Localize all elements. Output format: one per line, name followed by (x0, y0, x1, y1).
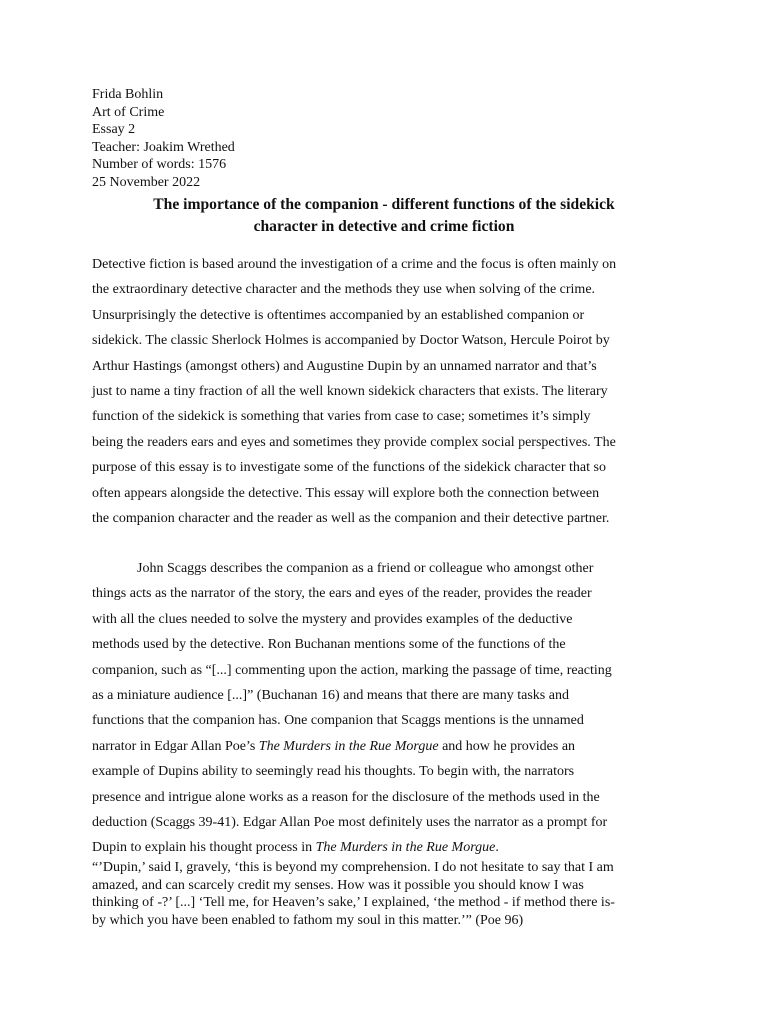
title-line-1: The importance of the companion - different functions of the sidekick (153, 196, 615, 213)
paragraph-line: just to name a tiny fraction of all the well known sidekick characters that exists. The literary (92, 384, 608, 400)
paragraph-1 (92, 252, 678, 531)
book-title: The Murders in the Rue Morgue (315, 840, 496, 856)
essay-date: 25 November 2022 (92, 174, 201, 190)
line-text: narrator in Edgar Allan Poe’s (92, 738, 259, 754)
book-title: The Murders in the Rue Morgue (258, 738, 439, 754)
paragraph-line: with all the clues needed to solve the mystery and provides examples of the deductive (92, 611, 573, 627)
paragraph-line: deduction (Scaggs 39-41). Edgar Allan Poe most definitely uses the narrator as a prompt for (92, 815, 608, 831)
block-quote (92, 859, 682, 929)
word-count: Number of words: 1576 (92, 157, 227, 173)
title-line-2: character in detective and crime fiction (253, 218, 515, 235)
paragraph-line: presence and intrigue alone works as a reason for the disclosure of the methods used in the (92, 789, 600, 805)
paragraph-line: companion, such as “[...] commenting upon the action, marking the passage of time, reacting (92, 662, 612, 678)
paragraph-line: Arthur Hastings (amongst others) and Augustine Dupin by an unnamed narrator and that’s (92, 358, 597, 374)
quote-line: thinking of -?’ [...] ‘Tell me, for Heaven’s sake,’ I explained, ‘the method - if method there is- (92, 895, 615, 911)
paragraph-line: things acts as the narrator of the story, the ears and eyes of the reader, provides the reader (92, 586, 592, 602)
paragraph-line: being the readers ears and eyes and sometimes they provide complex social perspectives. The (92, 434, 616, 450)
quote-line: “’Dupin,’ said I, gravely, ‘this is beyond my comprehension. I do not hesitate to say that I am (92, 860, 614, 875)
assignment-name: Essay 2 (92, 122, 136, 138)
paragraph-line: often appears alongside the detective. This essay will explore both the connection between (92, 485, 600, 501)
quote-line: amazed, and can scarcely credit my senses. How was it possible you should know I was (92, 877, 584, 893)
paragraph-line: methods used by the detective. Ron Buchanan mentions some of the functions of the (92, 637, 566, 653)
author-name: Frida Bohlin (92, 87, 164, 102)
teacher-name: Teacher: Joakim Wrethed (92, 139, 235, 155)
paragraph-line: Unsurprisingly the detective is oftentimes accompanied by an established companion or (92, 307, 585, 323)
line-text: and how he provides an (438, 738, 576, 754)
paragraph-line: functions that the companion has. One companion that Scaggs mentions is the unnamed (92, 713, 584, 729)
paragraph-line: the companion character and the reader as well as the companion and their detective partner. (92, 511, 610, 527)
paragraph-line: Detective fiction is based around the investigation of a crime and the focus is often mainly on (92, 257, 617, 272)
paragraph-line: function of the sidekick is something that varies from case to case; sometimes it’s simply (92, 409, 591, 425)
line-text: Dupin to explain his thought process in (92, 840, 316, 856)
paragraph-line: the extraordinary detective character and the methods they use when solving of the crime. (92, 282, 596, 298)
line-text: . (495, 840, 499, 856)
paragraph-line: John Scaggs describes the companion as a friend or colleague who amongst other (137, 561, 594, 576)
essay-header (92, 86, 492, 192)
essay-title (92, 194, 676, 238)
paragraph-line (92, 835, 678, 860)
paragraph-line: example of Dupins ability to seemingly read his thoughts. To begin with, the narrators (92, 764, 575, 780)
paragraph-line: as a miniature audience [...]” (Buchanan 16) and means that there are many tasks and (92, 688, 569, 704)
quote-line: by which you have been enabled to fathom my soul in this matter.’” (Poe 96) (92, 912, 524, 928)
paragraph-2 (92, 556, 678, 861)
paragraph-line: sidekick. The classic Sherlock Holmes is accompanied by Doctor Watson, Hercule Poirot by (92, 333, 610, 349)
paragraph-line (92, 734, 678, 759)
course-name: Art of Crime (92, 104, 165, 120)
paragraph-line: purpose of this essay is to investigate some of the functions of the sidekick character that so (92, 460, 606, 476)
